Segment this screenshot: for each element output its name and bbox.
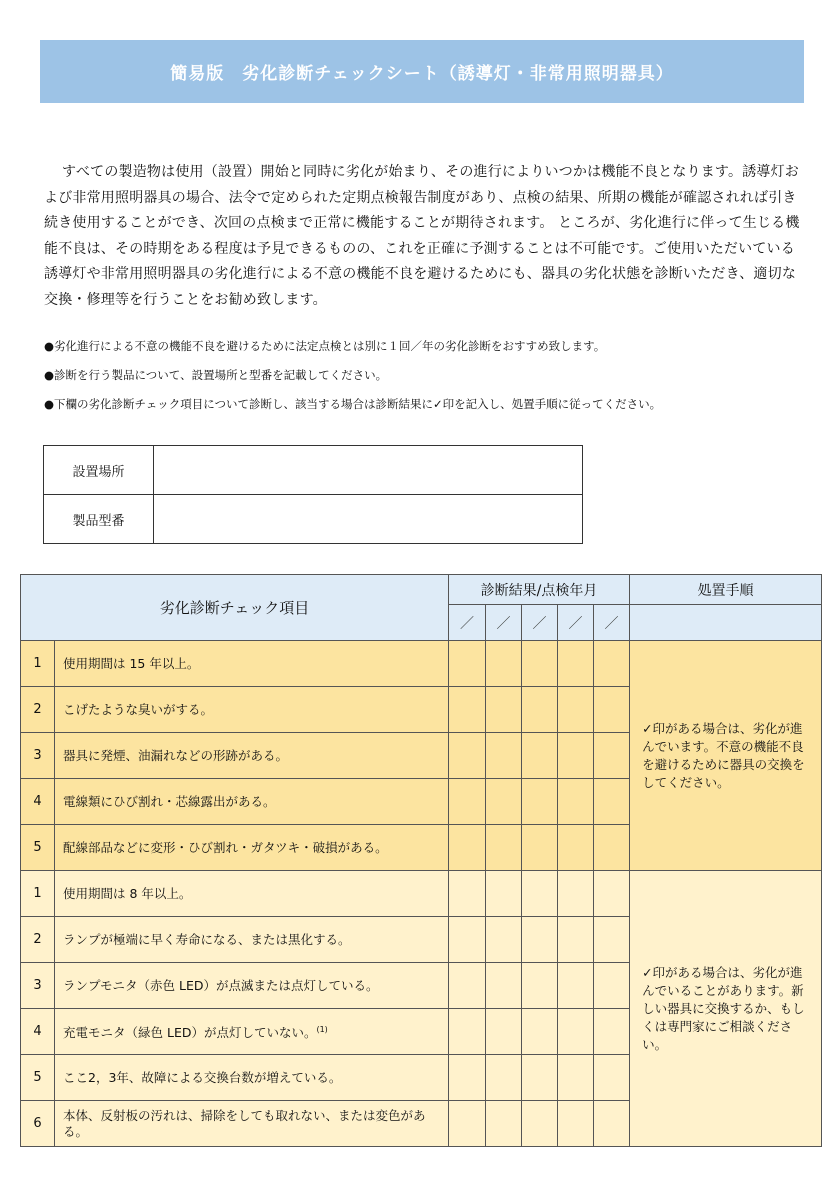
result-cell[interactable] bbox=[594, 1055, 630, 1101]
result-cell[interactable] bbox=[486, 687, 522, 733]
check-item: ここ2，3年、故障による交換台数が増えている。 bbox=[55, 1055, 449, 1101]
result-cell[interactable] bbox=[558, 917, 594, 963]
result-cell[interactable] bbox=[449, 1101, 486, 1147]
row-number: 3 bbox=[21, 733, 55, 779]
result-cell[interactable] bbox=[486, 1009, 522, 1055]
result-cell[interactable] bbox=[558, 687, 594, 733]
result-cell[interactable] bbox=[522, 687, 558, 733]
result-cell[interactable] bbox=[522, 733, 558, 779]
procedure-header-blank bbox=[630, 605, 822, 641]
result-cell[interactable] bbox=[522, 641, 558, 687]
result-cell[interactable] bbox=[558, 871, 594, 917]
instruction-item: ●診断を行う製品について、設置場所と型番を記載してください。 bbox=[44, 368, 388, 382]
date-cell[interactable]: ／ bbox=[522, 605, 558, 641]
check-item: 本体、反射板の汚れは、掃除をしても取れない、または変色がある。 bbox=[55, 1101, 449, 1147]
row-number: 2 bbox=[21, 687, 55, 733]
result-cell[interactable] bbox=[449, 1009, 486, 1055]
product-info-table bbox=[43, 445, 583, 544]
result-cell[interactable] bbox=[486, 641, 522, 687]
result-cell[interactable] bbox=[486, 1101, 522, 1147]
result-cell[interactable] bbox=[449, 779, 486, 825]
model-field[interactable] bbox=[154, 495, 583, 544]
model-label: 製品型番 bbox=[44, 495, 154, 544]
instruction-item: ●劣化進行による不意の機能不良を避けるために法定点検とは別に１回／年の劣化診断をおすすめ致します。 bbox=[44, 339, 606, 353]
procedure-a: ✓印がある場合は、劣化が進んでいます。不意の機能不良を避けるために器具の交換をしてください。 bbox=[630, 641, 822, 871]
result-cell[interactable] bbox=[449, 917, 486, 963]
result-cell[interactable] bbox=[558, 825, 594, 871]
date-cell[interactable]: ／ bbox=[594, 605, 630, 641]
location-field[interactable] bbox=[154, 446, 583, 495]
intro-paragraph: すべての製造物は使用（設置）開始と同時に劣化が始まり、その進行によりいつかは機能不良となります。誘導灯および非常用照明器具の場合、法令で定められた定期点検報告制度があり、点検の結果、所期の機能が確認されれば引き続き使用することができ、次回の点検まで正常に機能することが期待されます。 ところが、劣化進行に伴って生じる機能不良は、その時期をある程度は予見できるものの、これを正確に予測することは不可能です。ご使用いただいている誘導灯や非常用照明器具の劣化進行による不意の機能不良を避けるためにも、器具の劣化状態を診断いただき、適切な交換・修理等を行うことをお勧め致します。 bbox=[44, 164, 800, 308]
result-cell[interactable] bbox=[594, 687, 630, 733]
result-cell[interactable] bbox=[522, 963, 558, 1009]
check-item: 配線部品などに変形・ひび割れ・ガタツキ・破損がある。 bbox=[55, 825, 449, 871]
result-cell[interactable] bbox=[449, 871, 486, 917]
result-cell[interactable] bbox=[558, 641, 594, 687]
result-cell[interactable] bbox=[449, 687, 486, 733]
row-number: 1 bbox=[21, 641, 55, 687]
result-cell[interactable] bbox=[486, 733, 522, 779]
check-item: 電線類にひび割れ・芯線露出がある。 bbox=[55, 779, 449, 825]
check-item-text: 充電モニタ（緑色 LED）が点灯していない。 bbox=[63, 1025, 317, 1041]
header-check-items: 劣化診断チェック項目 bbox=[21, 575, 449, 641]
check-table bbox=[20, 574, 822, 1147]
location-label: 設置場所 bbox=[44, 446, 154, 495]
check-item: 器具に発煙、油漏れなどの形跡がある。 bbox=[55, 733, 449, 779]
result-cell[interactable] bbox=[594, 963, 630, 1009]
row-number: 6 bbox=[21, 1101, 55, 1147]
result-cell[interactable] bbox=[522, 871, 558, 917]
row-number: 4 bbox=[21, 1009, 55, 1055]
result-cell[interactable] bbox=[594, 1009, 630, 1055]
result-cell[interactable] bbox=[558, 733, 594, 779]
row-number: 3 bbox=[21, 963, 55, 1009]
result-cell[interactable] bbox=[522, 779, 558, 825]
result-cell[interactable] bbox=[522, 825, 558, 871]
row-number: 1 bbox=[21, 871, 55, 917]
result-cell[interactable] bbox=[449, 963, 486, 1009]
result-cell[interactable] bbox=[558, 963, 594, 1009]
result-cell[interactable] bbox=[486, 779, 522, 825]
result-cell[interactable] bbox=[522, 917, 558, 963]
result-cell[interactable] bbox=[522, 1101, 558, 1147]
result-cell[interactable] bbox=[594, 825, 630, 871]
check-item: 使用期間は 8 年以上。 bbox=[55, 871, 449, 917]
procedure-b: ✓印がある場合は、劣化が進んでいることがあります。新しい器具に交換するか、もしくは専門家にご相談ください。 bbox=[630, 871, 822, 1147]
check-item: 使用期間は 15 年以上。 bbox=[55, 641, 449, 687]
result-cell[interactable] bbox=[594, 917, 630, 963]
footnote-mark: (1) bbox=[316, 1024, 328, 1034]
instruction-list bbox=[44, 335, 808, 422]
result-cell[interactable] bbox=[594, 641, 630, 687]
result-cell[interactable] bbox=[486, 917, 522, 963]
result-cell[interactable] bbox=[558, 1055, 594, 1101]
page-title: 簡易版 劣化診断チェックシート（誘導灯・非常用照明器具） bbox=[170, 64, 674, 84]
result-cell[interactable] bbox=[558, 1009, 594, 1055]
result-cell[interactable] bbox=[594, 733, 630, 779]
check-item bbox=[55, 1009, 449, 1055]
result-cell[interactable] bbox=[449, 1055, 486, 1101]
title-banner bbox=[40, 40, 804, 103]
result-cell[interactable] bbox=[449, 825, 486, 871]
result-cell[interactable] bbox=[449, 641, 486, 687]
date-cell[interactable]: ／ bbox=[486, 605, 522, 641]
row-number: 2 bbox=[21, 917, 55, 963]
header-procedure: 処置手順 bbox=[630, 575, 822, 605]
result-cell[interactable] bbox=[486, 963, 522, 1009]
result-cell[interactable] bbox=[558, 779, 594, 825]
result-cell[interactable] bbox=[522, 1055, 558, 1101]
result-cell[interactable] bbox=[594, 871, 630, 917]
row-number: 5 bbox=[21, 825, 55, 871]
row-number: 4 bbox=[21, 779, 55, 825]
check-item: こげたような臭いがする。 bbox=[55, 687, 449, 733]
date-cell[interactable]: ／ bbox=[449, 605, 486, 641]
check-item: ランプが極端に早く寿命になる、または黒化する。 bbox=[55, 917, 449, 963]
result-cell[interactable] bbox=[594, 1101, 630, 1147]
result-cell[interactable] bbox=[522, 1009, 558, 1055]
result-cell[interactable] bbox=[486, 871, 522, 917]
instruction-item: ●下欄の劣化診断チェック項目について診断し、該当する場合は診断結果に✓印を記入し、処置手順に従ってください。 bbox=[44, 397, 662, 411]
result-cell[interactable] bbox=[486, 825, 522, 871]
result-cell[interactable] bbox=[594, 779, 630, 825]
result-cell[interactable] bbox=[558, 1101, 594, 1147]
header-result: 診断結果/点検年月 bbox=[449, 575, 630, 605]
result-cell[interactable] bbox=[486, 1055, 522, 1101]
check-item: ランプモニタ（赤色 LED）が点滅または点灯している。 bbox=[55, 963, 449, 1009]
table-row bbox=[21, 641, 822, 687]
row-number: 5 bbox=[21, 1055, 55, 1101]
date-cell[interactable]: ／ bbox=[558, 605, 594, 641]
table-row bbox=[21, 871, 822, 917]
result-cell[interactable] bbox=[449, 733, 486, 779]
intro-text bbox=[44, 160, 808, 313]
